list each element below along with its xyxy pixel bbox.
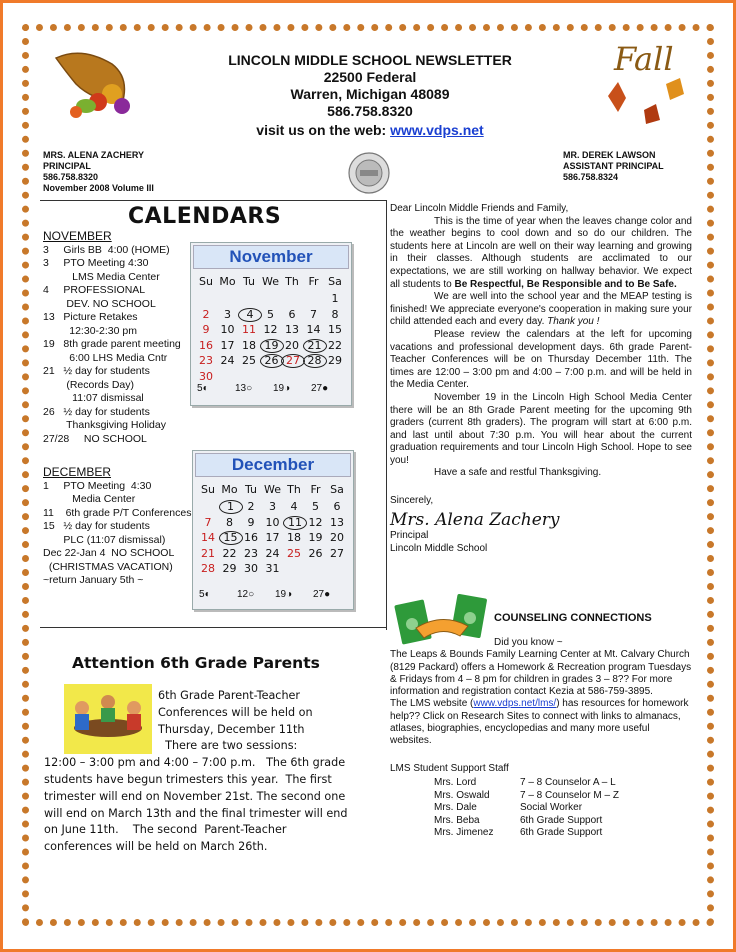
moon-icon: ○ <box>246 383 253 394</box>
calendar-day: 17 <box>220 338 235 352</box>
web-prefix: visit us on the web: <box>256 122 387 138</box>
calendar-day: 30 <box>244 562 258 575</box>
staff-role: 7 – 8 Counselor M – Z <box>520 789 619 801</box>
weekday-label: Mo <box>219 275 236 288</box>
calendar-day: 30 <box>199 369 213 383</box>
principal-phone: 586.758.8320 <box>43 172 99 182</box>
counseling-section <box>390 637 692 840</box>
calendar-day: 11 <box>242 323 256 336</box>
principal-letter <box>390 203 692 555</box>
calendar-day: 6 <box>288 307 296 321</box>
moon-icon: ● <box>324 589 331 600</box>
weekday-label: Mo <box>221 483 238 496</box>
school-phone: 586.758.8320 <box>327 103 413 119</box>
calendar-day: 6 <box>333 500 341 513</box>
moon-date: 12 <box>237 589 249 600</box>
letter-closing: Sincerely, <box>390 495 434 507</box>
event-line: LMS Media Center <box>43 270 160 283</box>
section-divider <box>40 200 386 201</box>
weekday-label: Th <box>287 483 301 496</box>
staff-role: 6th Grade Support <box>520 814 603 826</box>
staff-name: Mrs. Dale <box>434 802 477 814</box>
calendars-title: CALENDARS <box>128 204 282 229</box>
moon-phase <box>199 589 211 600</box>
calendar-day: 8 <box>331 307 339 321</box>
event-line: 27/28 NO SCHOOL <box>43 432 147 445</box>
staff-name: Mrs. Lord <box>434 776 477 788</box>
moon-phase <box>237 589 254 600</box>
december-calendar <box>192 450 354 610</box>
weekday-label: Sa <box>328 275 342 288</box>
staff-row <box>390 790 692 803</box>
calendar-day: 28 <box>303 354 327 368</box>
calendar-day: 12 <box>308 515 323 529</box>
moon-phase <box>313 589 330 600</box>
calendar-day: 15 <box>328 323 342 336</box>
moon-date: 19 <box>273 383 285 394</box>
event-line: 19 8th grade parent meeting <box>43 338 181 350</box>
calendar-day: 5 <box>312 500 319 513</box>
event-line: 11:07 dismissal <box>43 392 144 404</box>
event-line: 6:00 LHS Media Cntr <box>43 351 168 364</box>
moon-icon: ◐ <box>204 589 211 600</box>
moon-icon: ● <box>322 383 329 394</box>
letter-paragraph-3: Please review the calendars at the left for upcoming vacations and professional development days. 6th grade Parent-Teacher Conferences will be on Thursday December 11th. The times are 12:00 – 3:00 pm and 4:00 – 7:00 p.m. and will be held in the Media Center. <box>390 328 692 391</box>
calendar-day: 13 <box>285 323 299 336</box>
attention-line: Thursday, December 11th <box>158 722 305 736</box>
attention-text <box>44 688 350 856</box>
event-line: 1 PTO Meeting 4:30 <box>43 479 152 492</box>
staff-role: 6th Grade Support <box>520 827 603 839</box>
website-link[interactable]: www.vdps.net <box>390 122 484 138</box>
letter-paragraph-2 <box>390 291 692 329</box>
staff-title: LMS Student Support Staff <box>390 762 509 774</box>
principal-block <box>43 150 154 194</box>
city-address: Warren, Michigan 48089 <box>290 86 450 102</box>
event-line: 12:30-2:30 pm <box>43 324 137 337</box>
event-line: 15 ½ day for students <box>43 520 150 532</box>
calendar-day: 3 <box>224 307 231 321</box>
letter-p1-bold: Be Respectful, Be Responsible and to Be Safe. <box>454 278 677 290</box>
staff-row <box>390 827 692 840</box>
issue-label: November 2008 Volume III <box>43 183 154 193</box>
calendar-day: 25 <box>287 546 301 560</box>
weekday-label: Fr <box>308 275 319 288</box>
calendar-day: 20 <box>330 531 344 544</box>
moon-date: 5 <box>197 383 203 394</box>
attention-line: There are two sessions: <box>158 739 298 753</box>
calendar-day: 14 <box>201 531 215 544</box>
november-calendar <box>190 242 352 406</box>
attention-title: Attention 6th Grade Parents <box>72 654 320 672</box>
staff-name: Mrs. Jimenez <box>434 827 494 839</box>
moon-icon: ◑ <box>284 383 291 394</box>
letter-paragraph-1 <box>390 216 692 292</box>
calendar-day: 10 <box>265 515 280 529</box>
moon-date: 13 <box>235 383 247 394</box>
calendar-day: 11 <box>283 516 307 530</box>
calendar-day: 22 <box>222 546 237 560</box>
event-line: 11 6th grade P/T Conferences <box>43 506 192 519</box>
letter-paragraph-4: November 19 in the Lincoln High School Media Center there will be an 8th Grade Parent meeting for the upcoming 9th graders (current 8th graders). The program will start at 6:00 p.m. and last until about 7:30 p.m. You will hear about the current graduation requirements and tour Lincoln High School. Hope to see you! <box>390 391 692 466</box>
letter-p2-italic: Thank you ! <box>547 316 600 328</box>
weekday-label: Sa <box>330 483 344 496</box>
moon-date: 5 <box>199 589 205 600</box>
event-line: 26 ½ day for students <box>43 405 150 418</box>
web-line <box>200 122 540 139</box>
calendar-day: 15 <box>219 531 243 545</box>
attention-line: 12:00 – 3:00 pm and 4:00 – 7:00 p.m. The 6th grade <box>44 756 346 770</box>
calendar-day: 3 <box>269 500 276 513</box>
staff-row <box>390 777 692 790</box>
staff-row <box>390 815 692 828</box>
calendar-day: 21 <box>303 339 327 353</box>
calendar-day: 7 <box>310 307 317 321</box>
moon-date: 19 <box>275 589 287 600</box>
calendar-day: 27 <box>330 546 344 560</box>
december-heading: DECEMBER <box>43 465 112 479</box>
school-seal-icon <box>346 152 392 194</box>
section-divider-2 <box>40 627 386 628</box>
attention-line: conferences will be held on March 26th. <box>44 840 268 854</box>
event-line: 3 Girls BB 4:00 (HOME) <box>43 243 170 256</box>
calendar-day: 4 <box>238 308 262 322</box>
moon-phase <box>197 383 209 394</box>
moon-phase <box>275 589 292 600</box>
principal-name: MRS. ALENA ZACHERY <box>43 150 144 160</box>
calendar-day: 16 <box>199 338 213 352</box>
calendar-day: 26 <box>308 546 323 560</box>
calendar-day: 18 <box>287 531 301 544</box>
column-divider <box>386 200 387 630</box>
event-line: 3 PTO Meeting 4:30 <box>43 257 149 269</box>
letter-signature: Mrs. Alena Zachery <box>390 509 560 530</box>
calendar-day: 31 <box>265 562 280 575</box>
calendar-day: 10 <box>220 323 235 336</box>
staff-row <box>390 802 692 815</box>
lms-website-link[interactable]: www.vdps.net/lms/ <box>473 698 557 710</box>
calendar-day: 14 <box>306 323 321 336</box>
counseling-paragraph-2 <box>390 698 692 747</box>
event-line: ~return January 5th ~ <box>43 574 144 586</box>
weekday-label: Tu <box>244 483 258 496</box>
school-name: LINCOLN MIDDLE SCHOOL NEWSLETTER <box>228 52 512 68</box>
calendar-day: 8 <box>226 515 233 529</box>
calendar-day: 24 <box>265 546 280 560</box>
principal-title: PRINCIPAL <box>43 161 91 171</box>
leaves-icon <box>596 76 694 130</box>
calendar-day: 25 <box>242 354 256 367</box>
attention-line: on June 11th. The second Parent-Teacher <box>44 823 287 837</box>
event-line: Media Center <box>43 493 136 505</box>
letter-p1-text: This is the time of year when the leaves change color and the weather begins to cool down and so do our children. The students here at Lincoln are well on their way learning and growing in their classes. Although students are acclimated to our expectations, we are still working on hallway behavior. We expect all students to <box>390 215 692 290</box>
staff-role: Social Worker <box>520 802 583 814</box>
calendar-day: 19 <box>260 339 284 353</box>
counseling-p2-pre: The LMS website ( <box>390 698 474 710</box>
attention-line: will end on March 13th and the final trimester will end <box>44 806 348 820</box>
calendar-day: 16 <box>244 531 258 544</box>
assistant-title: ASSISTANT PRINCIPAL <box>563 161 664 171</box>
weekday-label: Tu <box>242 275 256 288</box>
letter-sig-title: Principal <box>390 530 429 542</box>
calendar-day: 23 <box>199 354 213 367</box>
weekday-label: Su <box>199 275 213 288</box>
counseling-paragraph-1: The Leaps & Bounds Family Learning Center at Mt. Calvary Church (8129 Packard) offers a Homework & Recreation program Tuesdays & Fridays from 4 – 8 pm for children in grades 3 – 8?? For more information and registration contact Kezia at 586-759-3895. <box>390 649 692 698</box>
calendar-day: 20 <box>285 338 299 352</box>
street-address: 22500 Federal <box>323 69 417 85</box>
calendar-day: 28 <box>201 562 215 575</box>
calendar-day: 1 <box>331 292 339 305</box>
calendar-day: 29 <box>222 562 237 575</box>
event-line: Thanksgiving Holiday <box>43 419 166 431</box>
staff-name: Mrs. Oswald <box>434 789 490 801</box>
calendar-day: 19 <box>308 531 323 544</box>
moon-icon: ◑ <box>286 589 293 600</box>
calendar-day: 7 <box>204 515 212 529</box>
calendar-day: 29 <box>328 354 342 367</box>
calendar-day: 27 <box>281 354 305 368</box>
assistant-phone: 586.758.8324 <box>563 172 619 182</box>
november-events <box>43 230 193 446</box>
counseling-p2-post: ) has resources for homework help?? Click on Research Sites to connect with links to almanacs, atlases, biographies, encyclopedias and many more useful websites. <box>390 698 689 747</box>
fall-word: Fall <box>614 40 674 78</box>
letter-p2-text: We are well into the school year and the MEAP testing is finished! We appreciate everyone's cooperation in making sure your child attended each and every day. <box>390 291 692 328</box>
moon-phase <box>311 383 328 394</box>
assistant-name: MR. DEREK LAWSON <box>563 150 656 160</box>
weekday-label: Su <box>201 483 215 496</box>
december-events <box>43 466 193 588</box>
did-you-know: Did you know ~ <box>494 637 563 648</box>
newsletter-header <box>200 52 540 139</box>
moon-phase <box>273 383 290 394</box>
weekday-label: We <box>264 483 281 496</box>
calendar-day: 4 <box>290 500 298 513</box>
event-line: (Records Day) <box>43 378 135 391</box>
calendar-day: 2 <box>247 500 255 513</box>
calendar-day: 5 <box>267 307 274 321</box>
calendar-day: 17 <box>265 531 280 544</box>
calendar-day: 12 <box>263 323 278 336</box>
november-month-title: November <box>193 245 349 269</box>
december-month-title: December <box>195 453 351 477</box>
calendar-day: 24 <box>220 354 235 367</box>
letter-paragraph-5: Have a safe and restful Thanksgiving. <box>434 467 602 479</box>
calendar-day: 9 <box>247 515 255 529</box>
event-line: 21 ½ day for students <box>43 365 150 377</box>
moon-date: 27 <box>313 589 325 600</box>
event-line: PLC (11:07 dismissal) <box>43 533 166 546</box>
counseling-title: COUNSELING CONNECTIONS <box>494 612 652 624</box>
letter-sig-school: Lincoln Middle School <box>390 542 488 554</box>
attention-line: students have begun trimesters this year. The first <box>44 772 332 786</box>
weekday-label: Fr <box>310 483 321 496</box>
letter-greeting: Dear Lincoln Middle Friends and Family, <box>390 203 569 214</box>
assistant-block <box>563 150 664 183</box>
staff-role: 7 – 8 Counselor A – L <box>520 776 616 788</box>
moon-icon: ◐ <box>202 383 209 394</box>
calendar-day: 22 <box>328 338 342 352</box>
event-line: (CHRISTMAS VACATION) <box>43 560 173 573</box>
moon-phase <box>235 383 252 394</box>
event-line: Dec 22-Jan 4 NO SCHOOL <box>43 547 175 559</box>
event-line: 13 Picture Retakes <box>43 311 138 323</box>
event-line: 4 PROFESSIONAL <box>43 284 146 296</box>
calendar-day: 26 <box>260 354 284 368</box>
calendar-day: 18 <box>242 338 256 352</box>
cornucopia-icon <box>52 44 138 122</box>
staff-name: Mrs. Beba <box>434 814 480 826</box>
weekday-label: Th <box>285 275 299 288</box>
november-heading: NOVEMBER <box>43 229 112 243</box>
moon-date: 27 <box>311 383 323 394</box>
attention-line: 6th Grade Parent-Teacher <box>158 689 301 702</box>
attention-line: trimester will end on November 21st. The second one <box>44 789 346 803</box>
calendar-day: 9 <box>202 323 210 336</box>
event-line: DEV. NO SCHOOL <box>43 297 156 310</box>
fall-graphic <box>596 40 694 130</box>
weekday-label: We <box>262 275 279 288</box>
calendar-day: 13 <box>330 515 344 529</box>
calendar-day: 21 <box>201 546 215 560</box>
calendar-day: 1 <box>219 500 243 514</box>
moon-icon: ○ <box>248 589 255 600</box>
attention-line: Conferences will be held on <box>158 705 313 719</box>
calendar-day: 2 <box>202 307 210 321</box>
calendar-day: 23 <box>244 546 258 560</box>
